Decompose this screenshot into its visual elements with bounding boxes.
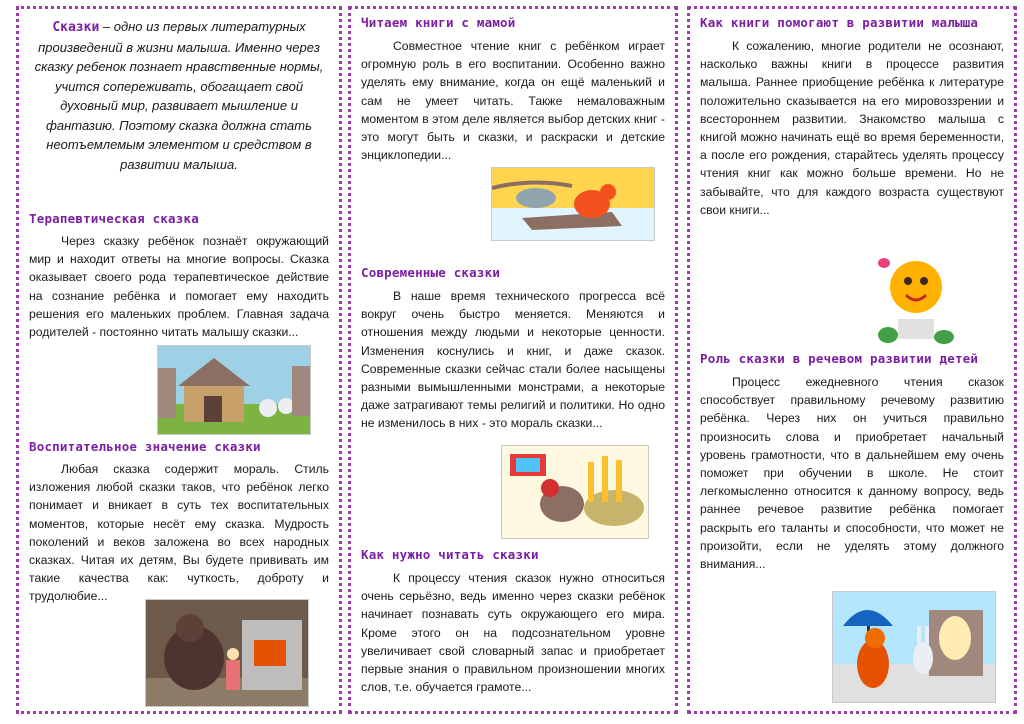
intro-rest: – одно из первых литературных произведений в жизни малыша. Именно через сказку ребенок познает нравственные нормы, учится сопереживать, обогащает свой духовный мир, развивает мышление и фантазию. Поэтому сказка должна стать неотъемлемым элементом и средством в развитии малыша. [34,19,324,172]
therapeutic-tale-title: Терапевтическая сказка [29,211,199,226]
column-1-panel [16,6,342,714]
reading-with-mom-text: Совместное чтение книг с ребёнком играет огромную роль в его воспитании. Особенно важно уделять ему внимание, когда он ещё маленький и сам не умеет читать. Также немаловажным моментом в этом деле является выбор детских книг - это могут быть и сказки, и раскраски и детские энциклопедии... [361,39,665,163]
kolobok-image [868,249,960,349]
books-development-title: Как книги помогают в развитии малыша [700,15,979,30]
educational-value-title: Воспитательное значение сказки [29,439,261,454]
speech-development-text: Процесс ежедневного чтения сказок способствует правильному речевому развитию ребёнка. Через них он учиться правильно произносить слова и приобретает начальный уровень грамотности, что в дальнейшем ему очень поможет при обучении в школе. Не стоит легкомысленно относится к данному вопросу, ведь раннее речевое развитие ребёнка помогает раскрыть его таланты и способности, что может не произойти, если не уделять этому должного внимания... [700,375,1004,572]
hen-wheat-image [501,445,649,539]
intro-lead: Сказки [52,20,100,35]
how-to-read-text: К процессу чтения сказок нужно относиться очень серьёзно, ведь именно через сказки ребёнок начинает познавать суть окружающего его мира. Кроме этого он на подсознательном уровне увеличивает свой словарный запас и приобретает первые знания о правильном произношении многих слов, т.е. обучается грамоте... [361,571,665,695]
column-2-panel [348,6,678,714]
bear-stove-image [145,599,309,707]
speech-development-title: Роль сказки в речевом развитии детей [700,351,979,366]
therapeutic-tale-text: Через сказку ребёнок познаёт окружающий мир и находит ответы на многие вопросы. Сказка оказывает своего рода терапевтическое действие на сознание ребёнка и помогает ему находить решения его маленьких проблем. Главная задача родителей - постоянно читать малышу сказки... [29,234,329,340]
intro-text [29,17,329,174]
column-3-panel [687,6,1017,714]
how-to-read-title: Как нужно читать сказки [361,547,539,562]
modern-tales-title: Современные сказки [361,265,501,280]
fox-hare-image [832,591,996,703]
books-development-text: К сожалению, многие родители не осознают, насколько важны книги в процессе развития малыша. Раннее приобщение ребёнка к литературе положительно сказывается на его мировоззрении и всестороннем развитии. Знакомство малыша с книгой можно начинать ещё во время беременности, а после его рождения, старайтесь уделять процессу чтения книг как можно больше времени. Но не забывайте, что для каждого возраста существуют свои книги... [700,39,1004,217]
educational-value-text: Любая сказка содержит мораль. Стиль изложения любой сказки таков, что ребёнок легко понимает и вникает в суть тех воспитательных моментов, которые несёт ему сказка. Мудрость поколений и веков заложена во всех народных сказках. Читая их детям, Вы будете прививать им такие качества как: чуткость, доброту и трудолюбие... [29,462,329,604]
fairy-tale-hut-image [157,345,311,435]
modern-tales-text: В наше время технического прогресса всё вокруг очень быстро меняется. Меняются и отношения между людьми и некоторые ценности. Изменения коснулись и книг, и даже сказок. Современные сказки сейчас стали более насыщены разными вымышленными монстрами, а некоторые даже затрагивают темы религий и политики. Но одно не изменилось в них - это мораль сказки... [361,289,665,431]
reading-with-mom-title: Читаем книги с мамой [361,15,516,30]
fox-sled-image [491,167,655,241]
